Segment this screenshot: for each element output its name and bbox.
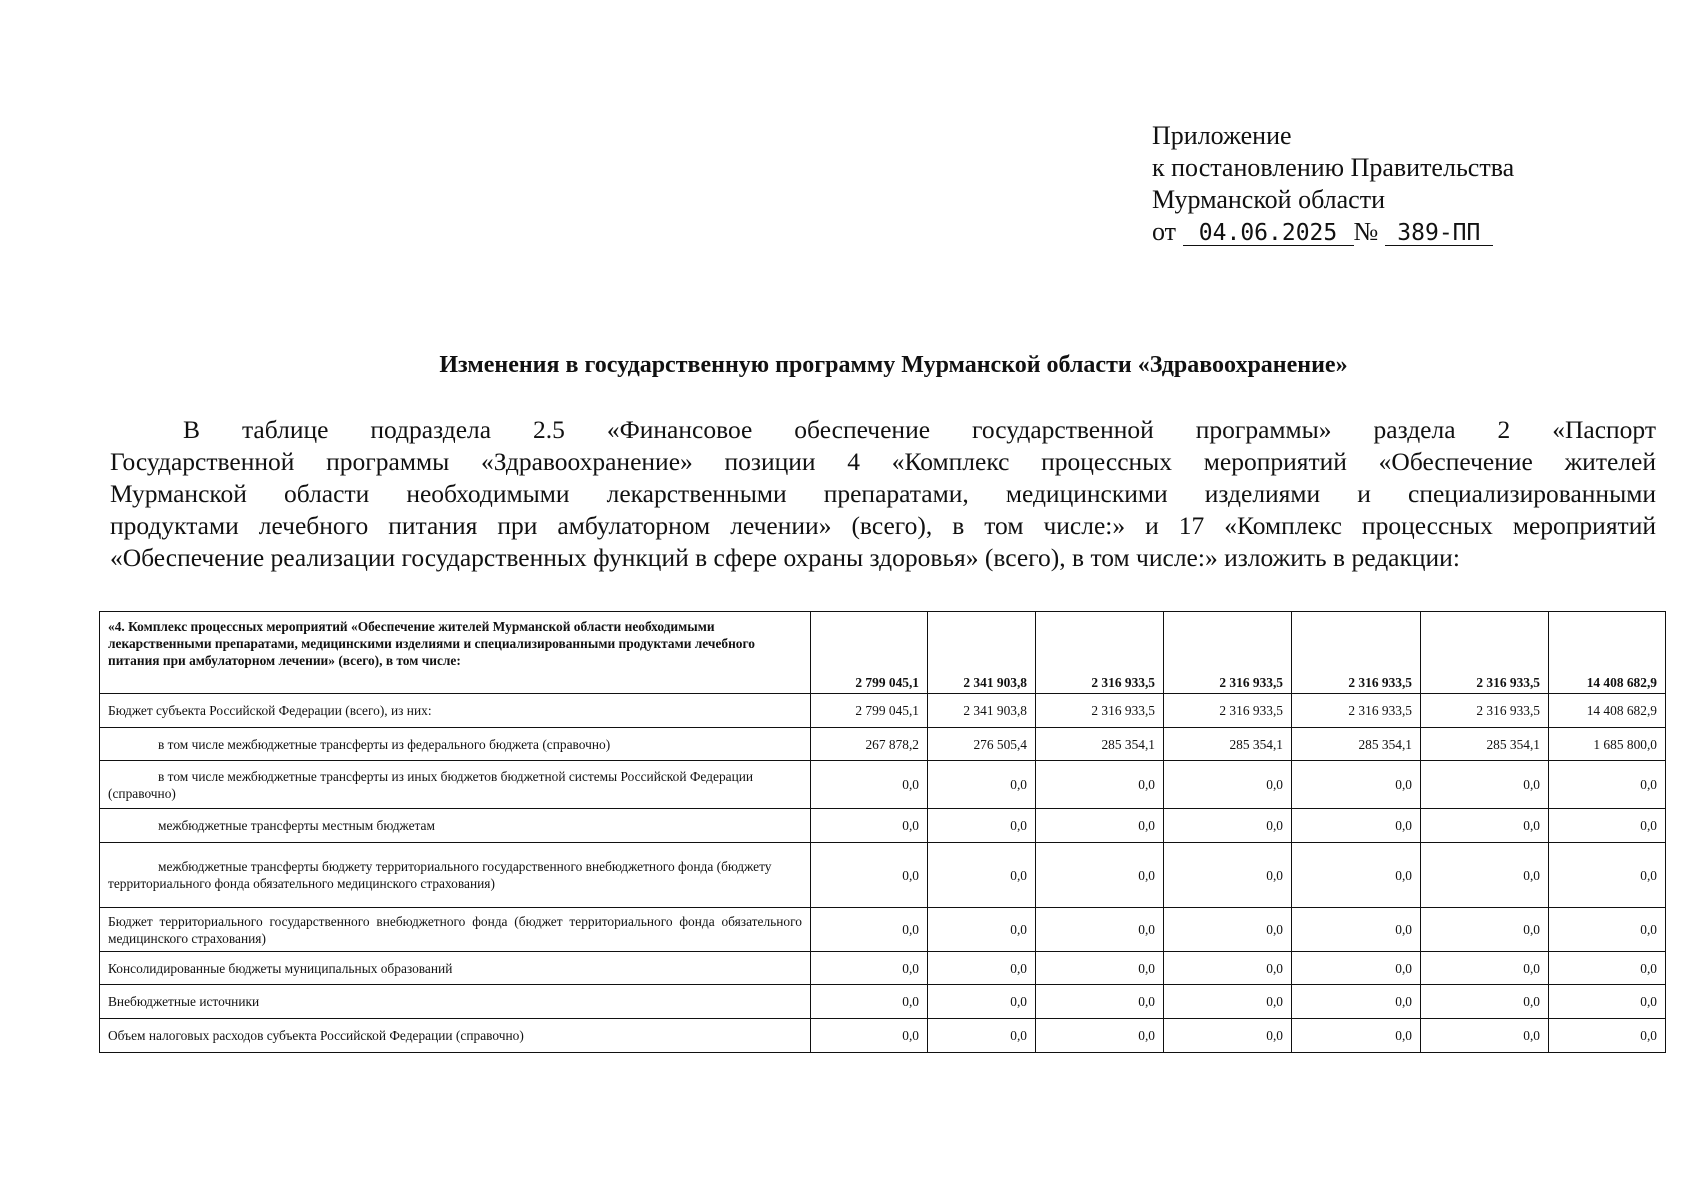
value-cell: 0,0 — [1164, 985, 1292, 1019]
row-label: Внебюджетные источники — [100, 985, 811, 1019]
value-cell: 0,0 — [1036, 809, 1164, 843]
value-cell: 0,0 — [1549, 809, 1666, 843]
value-cell: 0,0 — [928, 809, 1036, 843]
value-cell: 1 685 800,0 — [1549, 728, 1666, 761]
value-cell: 0,0 — [1036, 843, 1164, 908]
financing-table — [99, 611, 1666, 1053]
paragraph-line: Государственной программы «Здравоохранение» позиции 4 «Комплекс процессных мероприятий «Обеспечение жителей — [110, 447, 1656, 476]
value-cell: 0,0 — [1036, 952, 1164, 985]
value-cell: 0,0 — [1549, 985, 1666, 1019]
paragraph-line: продуктами лечебного питания при амбулаторном лечении» (всего), в том числе:» и 17 «Комплекс процессных мероприятий — [110, 511, 1656, 540]
value-cell: 0,0 — [1036, 908, 1164, 952]
value-cell: 0,0 — [928, 1019, 1036, 1053]
value-cell: 0,0 — [1292, 908, 1421, 952]
appendix-header — [1152, 120, 1514, 248]
table-row — [100, 809, 1666, 843]
value-cell: 0,0 — [1421, 1019, 1549, 1053]
table-row — [100, 952, 1666, 985]
value-cell: 0,0 — [928, 843, 1036, 908]
table-row — [100, 728, 1666, 761]
value-cell: 0,0 — [1421, 985, 1549, 1019]
value-cell: 0,0 — [1292, 809, 1421, 843]
appendix-title: Приложение — [1152, 121, 1292, 150]
value-cell: 0,0 — [1164, 809, 1292, 843]
paragraph-line: «Обеспечение реализации государственных функций в сфере охраны здоровья» (всего), в том числе:» изложить в редакции: — [110, 543, 1460, 572]
value-cell: 2 316 933,5 — [1036, 612, 1164, 694]
value-cell: 0,0 — [1292, 952, 1421, 985]
decree-number: 389-ПП — [1385, 221, 1493, 246]
value-cell: 0,0 — [928, 952, 1036, 985]
value-cell: 285 354,1 — [1036, 728, 1164, 761]
paragraph-line: Мурманской области необходимыми лекарственными препаратами, медицинскими изделиями и специализированными — [110, 479, 1656, 508]
value-cell: 0,0 — [811, 985, 928, 1019]
value-cell: 0,0 — [811, 761, 928, 809]
decree-date: 04.06.2025 — [1183, 221, 1354, 246]
table-row — [100, 985, 1666, 1019]
row-label: «4. Комплекс процессных мероприятий «Обеспечение жителей Мурманской области необходимыми лекарственными препаратами, медицинскими изделиями и специализированными продуктами лечебного питания при амбулаторном лечении» (всего), в том числе: — [100, 612, 811, 694]
value-cell: 2 316 933,5 — [1164, 612, 1292, 694]
value-cell: 0,0 — [928, 985, 1036, 1019]
appendix-decree-line: к постановлению Правительства — [1152, 153, 1515, 182]
value-cell: 267 878,2 — [811, 728, 928, 761]
value-cell: 0,0 — [1549, 952, 1666, 985]
value-cell: 0,0 — [1036, 1019, 1164, 1053]
value-cell: 0,0 — [1421, 952, 1549, 985]
value-cell: 0,0 — [928, 761, 1036, 809]
value-cell: 0,0 — [1421, 761, 1549, 809]
value-cell: 0,0 — [811, 908, 928, 952]
value-cell: 0,0 — [811, 952, 928, 985]
row-label — [100, 761, 811, 809]
table-row — [100, 843, 1666, 908]
table-row — [100, 1019, 1666, 1053]
value-cell: 2 341 903,8 — [928, 612, 1036, 694]
value-cell: 0,0 — [811, 1019, 928, 1053]
document-title: Изменения в государственную программу Мурманской области «Здравоохранение» — [439, 352, 1348, 378]
value-cell: 0,0 — [1292, 761, 1421, 809]
value-cell: 0,0 — [1421, 843, 1549, 908]
row-label — [100, 843, 811, 908]
number-label: № — [1353, 217, 1379, 246]
value-cell: 0,0 — [1292, 985, 1421, 1019]
value-cell: 2 316 933,5 — [1421, 694, 1549, 728]
row-label: Консолидированные бюджеты муниципальных образований — [100, 952, 811, 985]
value-cell: 2 341 903,8 — [928, 694, 1036, 728]
value-cell: 0,0 — [1164, 908, 1292, 952]
value-cell: 0,0 — [928, 908, 1036, 952]
table-row — [100, 908, 1666, 952]
value-cell: 0,0 — [1164, 843, 1292, 908]
row-label: Объем налоговых расходов субъекта Российской Федерации (справочно) — [100, 1019, 811, 1053]
row-label: межбюджетные трансферты местным бюджетам — [100, 809, 811, 843]
row-label-text: в том числе межбюджетные трансферты из иных бюджетов бюджетной системы Российской Федерации (справочно) — [108, 768, 754, 801]
value-cell: 0,0 — [1549, 843, 1666, 908]
from-label: от — [1152, 217, 1177, 246]
value-cell: 2 799 045,1 — [811, 694, 928, 728]
value-cell: 2 316 933,5 — [1164, 694, 1292, 728]
value-cell: 2 316 933,5 — [1421, 612, 1549, 694]
value-cell: 0,0 — [1292, 843, 1421, 908]
value-cell: 0,0 — [1164, 761, 1292, 809]
value-cell: 2 316 933,5 — [1036, 694, 1164, 728]
value-cell: 0,0 — [811, 843, 928, 908]
value-cell: 2 316 933,5 — [1292, 694, 1421, 728]
value-cell: 0,0 — [1292, 1019, 1421, 1053]
table-row — [100, 694, 1666, 728]
value-cell: 0,0 — [1164, 1019, 1292, 1053]
row-label-text: межбюджетные трансферты бюджету территориального государственного внебюджетного фонда (бюджету территориального фонда обязательного медицинского страхования) — [108, 859, 772, 891]
value-cell: 0,0 — [1421, 809, 1549, 843]
body-paragraph — [110, 414, 1656, 574]
appendix-date-line — [1152, 216, 1514, 248]
value-cell: 285 354,1 — [1421, 728, 1549, 761]
value-cell: 285 354,1 — [1164, 728, 1292, 761]
value-cell: 0,0 — [811, 809, 928, 843]
row-label: Бюджет субъекта Российской Федерации (всего), из них: — [100, 694, 811, 728]
value-cell: 2 799 045,1 — [811, 612, 928, 694]
value-cell: 0,0 — [1549, 761, 1666, 809]
value-cell: 0,0 — [1549, 908, 1666, 952]
row-label: Бюджет территориального государственного внебюджетного фонда (бюджет территориального фонда обязательного медицинского страхования) — [100, 908, 811, 952]
appendix-region-line: Мурманской области — [1152, 185, 1385, 214]
value-cell: 0,0 — [1036, 761, 1164, 809]
value-cell: 285 354,1 — [1292, 728, 1421, 761]
value-cell: 0,0 — [1164, 952, 1292, 985]
paragraph-line: В таблице подраздела 2.5 «Финансовое обеспечение государственной программы» раздела 2 «Паспорт — [183, 415, 1656, 444]
value-cell: 0,0 — [1421, 908, 1549, 952]
value-cell: 276 505,4 — [928, 728, 1036, 761]
value-cell: 0,0 — [1549, 1019, 1666, 1053]
value-cell: 14 408 682,9 — [1549, 612, 1666, 694]
value-cell: 0,0 — [1036, 985, 1164, 1019]
value-cell: 14 408 682,9 — [1549, 694, 1666, 728]
row-label: в том числе межбюджетные трансферты из федерального бюджета (справочно) — [100, 728, 811, 761]
table-row — [100, 761, 1666, 809]
table-row — [100, 612, 1666, 694]
value-cell: 2 316 933,5 — [1292, 612, 1421, 694]
